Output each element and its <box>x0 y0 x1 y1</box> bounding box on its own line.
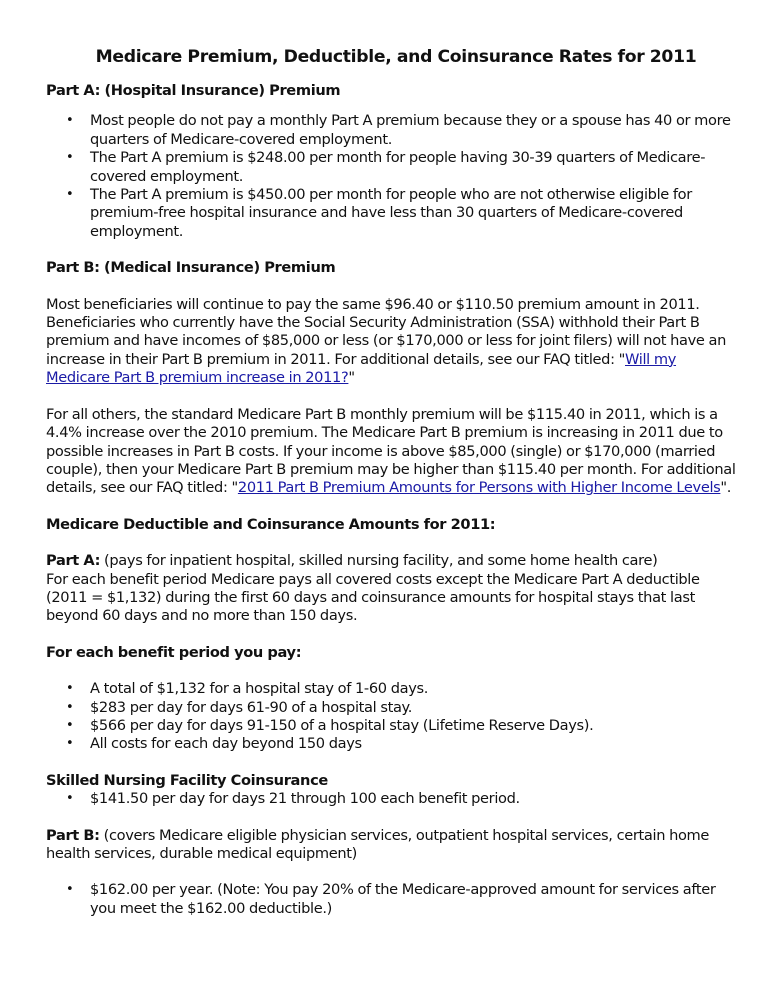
list-item: • $283 per day for days 61-90 of a hospital stay. <box>66 698 413 716</box>
part-b-premium-heading: Part B: (Medical Insurance) Premium <box>46 259 336 277</box>
list-item: • $141.50 per day for days 21 through 100 each benefit period. <box>66 790 520 808</box>
part-a-premium-section <box>46 82 736 241</box>
faq-link-higher-income[interactable]: 2011 Part B Premium Amounts for Persons with Higher Income Levels <box>237 479 721 497</box>
list-item: • The Part A premium is $248.00 per month for people having 30-39 quarters of Medicare-covered employment. <box>66 149 706 185</box>
bullet-icon: • <box>66 187 74 203</box>
part-a-premium-heading: Part A: (Hospital Insurance) Premium <box>46 82 341 99</box>
bullet-icon: • <box>66 736 74 752</box>
bullet-icon: • <box>66 113 74 129</box>
bullet-icon: • <box>66 882 74 898</box>
bullet-icon: • <box>66 717 74 733</box>
benefit-period-heading: For each benefit period you pay: <box>46 643 302 661</box>
list-item: • $162.00 per year. (Note: You pay 20% of the Medicare-approved amount for services after you meet the $162.00 deductible.) <box>66 881 716 917</box>
deductible-coinsurance-section <box>46 516 736 919</box>
part-a-premium-list <box>46 112 736 241</box>
bullet-icon: • <box>66 150 74 166</box>
part-b-label: Part B: <box>46 826 100 844</box>
part-b-premium-paragraph-1: Most beneficiaries will continue to pay the same $96.40 or $110.50 premium amount in 2011. Beneficiaries who currently have the Social Security Administration (SSA) withhold their Part B premium and have incomes of $85,000 or less (or $170,000 or less for joint filers) will not have an increase in their Part B premium in 2011. For additional details, see our FAQ titled: "Will my Medicare Part B premium increase in 2011?" <box>46 295 727 387</box>
list-item: • A total of $1,132 for a hospital stay of 1-60 days. <box>66 680 429 698</box>
part-a-deductible-text: For each benefit period Medicare pays all covered costs except the Medicare Part A deductible (2011 = $1,132) during the first 60 days and coinsurance amounts for hospital stays that last beyond 60 days and no more than 150 days. <box>46 570 700 625</box>
bullet-icon: • <box>66 681 74 697</box>
part-b-deductible-list <box>46 881 736 918</box>
part-a-deductible-scope: Part A: (pays for inpatient hospital, skilled nursing facility, and some home health care) <box>46 552 658 570</box>
benefit-period-list <box>46 680 736 754</box>
part-a-label: Part A: <box>46 552 101 570</box>
snf-heading: Skilled Nursing Facility Coinsurance <box>46 771 328 789</box>
part-b-premium-section <box>46 259 736 497</box>
list-item: • All costs for each day beyond 150 days <box>66 735 362 753</box>
document-page <box>46 46 736 918</box>
list-item: • $566 per day for days 91-150 of a hospital stay (Lifetime Reserve Days). <box>66 716 594 734</box>
snf-list <box>46 790 736 808</box>
list-item: • The Part A premium is $450.00 per month for people who are not otherwise eligible for premium-free hospital insurance and have less than 30 quarters of Medicare-covered employment. <box>66 186 692 240</box>
part-b-deductible-scope: Part B: (covers Medicare eligible physician services, outpatient hospital services, certain home health services, durable medical equipment) <box>46 826 710 862</box>
deductible-heading: Medicare Deductible and Coinsurance Amounts for 2011: <box>46 515 496 533</box>
part-b-premium-paragraph-2: For all others, the standard Medicare Part B monthly premium will be $115.40 in 2011, which is a 4.4% increase over the 2010 premium. The Medicare Part B premium is increasing in 2011 due to possible increases in Part B costs. If your income is above $85,000 (single) or $170,000 (married couple), then your Medicare Part B premium may be higher than $115.40 per month. For additional details, see our FAQ titled: "2011 Part B Premium Amounts for Persons with Higher Income Levels". <box>46 405 736 497</box>
bullet-icon: • <box>66 699 74 715</box>
faq-link-part-b-increase[interactable]: Will my Medicare Part B premium increase in 2011? <box>46 350 677 387</box>
document-title: Medicare Premium, Deductible, and Coinsurance Rates for 2011 <box>95 47 697 67</box>
list-item: • Most people do not pay a monthly Part A premium because they or a spouse has 40 or more quarters of Medicare-covered employment. <box>66 112 731 148</box>
bullet-icon: • <box>66 791 74 807</box>
